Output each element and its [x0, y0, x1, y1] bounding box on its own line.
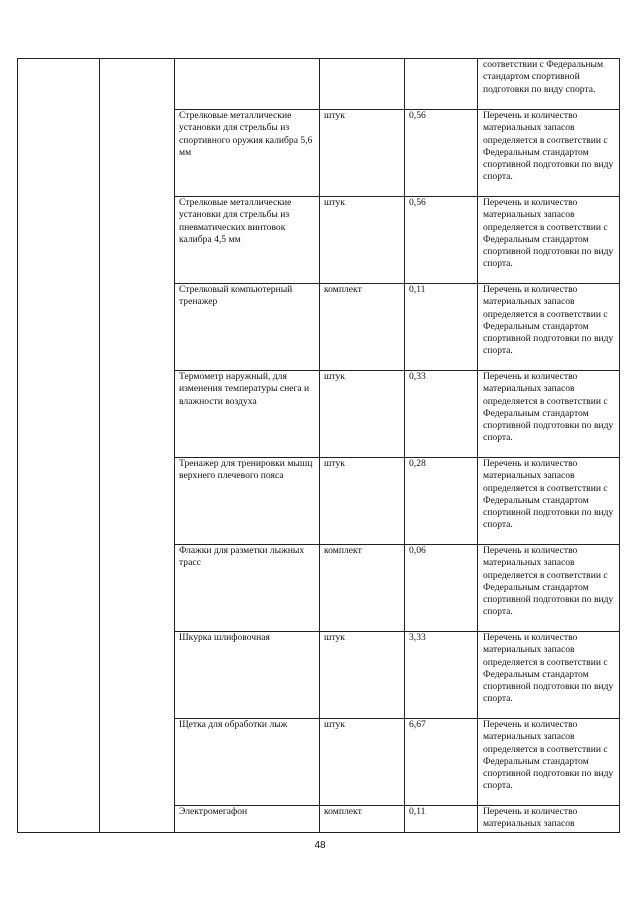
- quantity-cell: 0,11: [405, 806, 478, 833]
- table-row: [18, 59, 620, 110]
- unit-cell: штук: [320, 719, 405, 806]
- note-cell: Перечень и количество материальных запасов определяется в соответствии с Федеральным стандартом спортивной подготовки по виду спорта.: [478, 284, 620, 371]
- item-name-cell: [175, 59, 320, 110]
- quantity-cell: 0,28: [405, 458, 478, 545]
- note-cell: Перечень и количество материальных запасов определяется в соответствии с Федеральным стандартом спортивной подготовки по виду спорта.: [478, 110, 620, 197]
- quantity-cell: 3,33: [405, 632, 478, 719]
- equipment-table: [17, 58, 620, 833]
- unit-cell: штук: [320, 197, 405, 284]
- quantity-cell: 0,06: [405, 545, 478, 632]
- unit-cell: штук: [320, 110, 405, 197]
- quantity-cell: 0,33: [405, 371, 478, 458]
- unit-cell: штук: [320, 458, 405, 545]
- unit-cell: комплект: [320, 545, 405, 632]
- note-cell: Перечень и количество материальных запасов: [478, 806, 620, 833]
- quantity-cell: 0,56: [405, 110, 478, 197]
- merged-cell-col1: [18, 59, 100, 833]
- unit-cell: комплект: [320, 806, 405, 833]
- note-cell: Перечень и количество материальных запасов определяется в соответствии с Федеральным стандартом спортивной подготовки по виду спорта.: [478, 458, 620, 545]
- item-name-cell: Шкурка шлифовочная: [175, 632, 320, 719]
- unit-cell: [320, 59, 405, 110]
- note-cell: Перечень и количество материальных запасов определяется в соответствии с Федеральным стандартом спортивной подготовки по виду спорта.: [478, 632, 620, 719]
- item-name-cell: Флажки для разметки лыжных трасс: [175, 545, 320, 632]
- item-name-cell: Стрелковый компьютерный тренажер: [175, 284, 320, 371]
- quantity-cell: 0,56: [405, 197, 478, 284]
- merged-cell-col2: [100, 59, 175, 833]
- item-name-cell: Электромегафон: [175, 806, 320, 833]
- item-name-cell: Термометр наружный, для изменения температуры снега и влажности воздуха: [175, 371, 320, 458]
- quantity-cell: 0,11: [405, 284, 478, 371]
- unit-cell: штук: [320, 371, 405, 458]
- note-cell: Перечень и количество материальных запасов определяется в соответствии с Федеральным стандартом спортивной подготовки по виду спорта.: [478, 719, 620, 806]
- note-cell: Перечень и количество материальных запасов определяется в соответствии с Федеральным стандартом спортивной подготовки по виду спорта.: [478, 197, 620, 284]
- item-name-cell: Щетка для обработки лыж: [175, 719, 320, 806]
- note-cell: Перечень и количество материальных запасов определяется в соответствии с Федеральным стандартом спортивной подготовки по виду спорта.: [478, 545, 620, 632]
- page-number: 48: [314, 840, 326, 851]
- note-cell: Перечень и количество материальных запасов определяется в соответствии с Федеральным стандартом спортивной подготовки по виду спорта.: [478, 371, 620, 458]
- quantity-cell: [405, 59, 478, 110]
- unit-cell: комплект: [320, 284, 405, 371]
- item-name-cell: Стрелковые металлические установки для стрельбы из пневматических винтовок калибра 4,5 мм: [175, 197, 320, 284]
- unit-cell: штук: [320, 632, 405, 719]
- item-name-cell: Стрелковые металлические установки для стрельбы из спортивного оружия калибра 5,6 мм: [175, 110, 320, 197]
- item-name-cell: Тренажер для тренировки мышц верхнего плечевого пояса: [175, 458, 320, 545]
- note-cell: соответствии с Федеральным стандартом спортивной подготовки по виду спорта.: [478, 59, 620, 110]
- table-body: [18, 59, 620, 833]
- quantity-cell: 6,67: [405, 719, 478, 806]
